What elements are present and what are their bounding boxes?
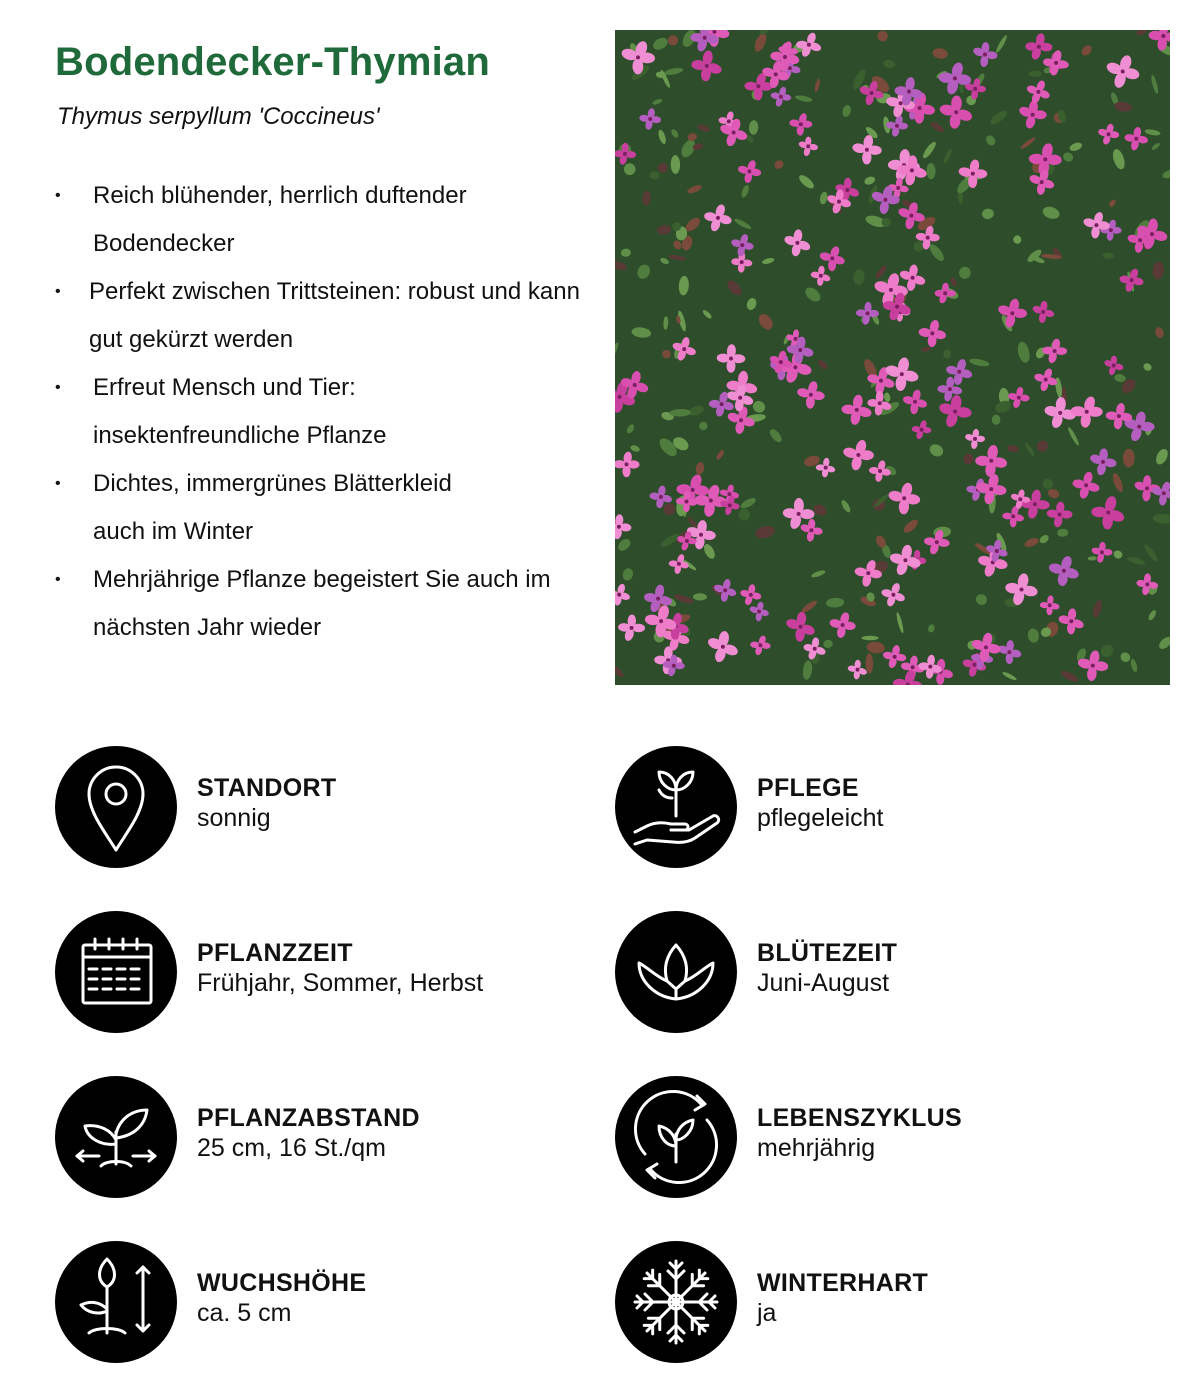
plant-spacing-icon [55, 1076, 177, 1198]
feature-item: • Erfreut Mensch und Tier: insektenfreundliche Pflanze [55, 364, 453, 460]
property-label: PFLANZZEIT [197, 939, 353, 967]
feature-item: • Perfekt zwischen Trittsteinen: robust und kann gut gekürzt werden [55, 268, 595, 364]
feature-item: • Dichtes, immergrünes Blätterkleid auch im Winter [55, 460, 503, 556]
property-value: mehrjährig [757, 1134, 876, 1162]
property-pflanzabstand [55, 1076, 575, 1201]
location-pin-icon [55, 746, 177, 868]
property-lebenszyklus [615, 1076, 1135, 1201]
property-value: Juni-August [757, 969, 890, 997]
property-standort [55, 746, 575, 871]
property-value: pflegeleicht [757, 804, 884, 832]
product-title: Bodendecker-Thymian [55, 40, 491, 84]
product-latin-name: Thymus serpyllum 'Coccineus' [57, 103, 380, 130]
property-label: PFLANZABSTAND [197, 1104, 420, 1132]
property-label: WINTERHART [757, 1269, 929, 1297]
property-value: ca. 5 cm [197, 1299, 292, 1327]
property-label: PFLEGE [757, 774, 859, 802]
property-wuchshoehe [55, 1241, 575, 1366]
property-value: Frühjahr, Sommer, Herbst [197, 969, 484, 997]
property-label: BLÜTEZEIT [757, 939, 898, 967]
feature-list [55, 172, 595, 652]
property-value: 25 cm, 16 St./qm [197, 1134, 386, 1162]
feature-item: • Mehrjährige Pflanze begeistert Sie auch im nächsten Jahr wieder [55, 556, 563, 652]
property-value: sonnig [197, 804, 271, 832]
product-photo [615, 30, 1170, 685]
property-pflanzzeit [55, 911, 575, 1036]
property-value: ja [757, 1299, 777, 1327]
snowflake-icon [615, 1241, 737, 1363]
calendar-icon [55, 911, 177, 1033]
feature-item: • Reich blühender, herrlich duftender Bodendecker [55, 172, 533, 268]
lotus-flower-icon [615, 911, 737, 1033]
cycle-leaf-icon [615, 1076, 737, 1198]
property-bluetezeit [615, 911, 1135, 1036]
plant-height-icon [55, 1241, 177, 1363]
property-label: WUCHSHÖHE [197, 1269, 367, 1297]
property-pflege [615, 746, 1135, 871]
property-label: STANDORT [197, 774, 337, 802]
property-label: LEBENSZYKLUS [757, 1104, 963, 1132]
property-winterhart [615, 1241, 1135, 1366]
hand-seedling-icon [615, 746, 737, 868]
